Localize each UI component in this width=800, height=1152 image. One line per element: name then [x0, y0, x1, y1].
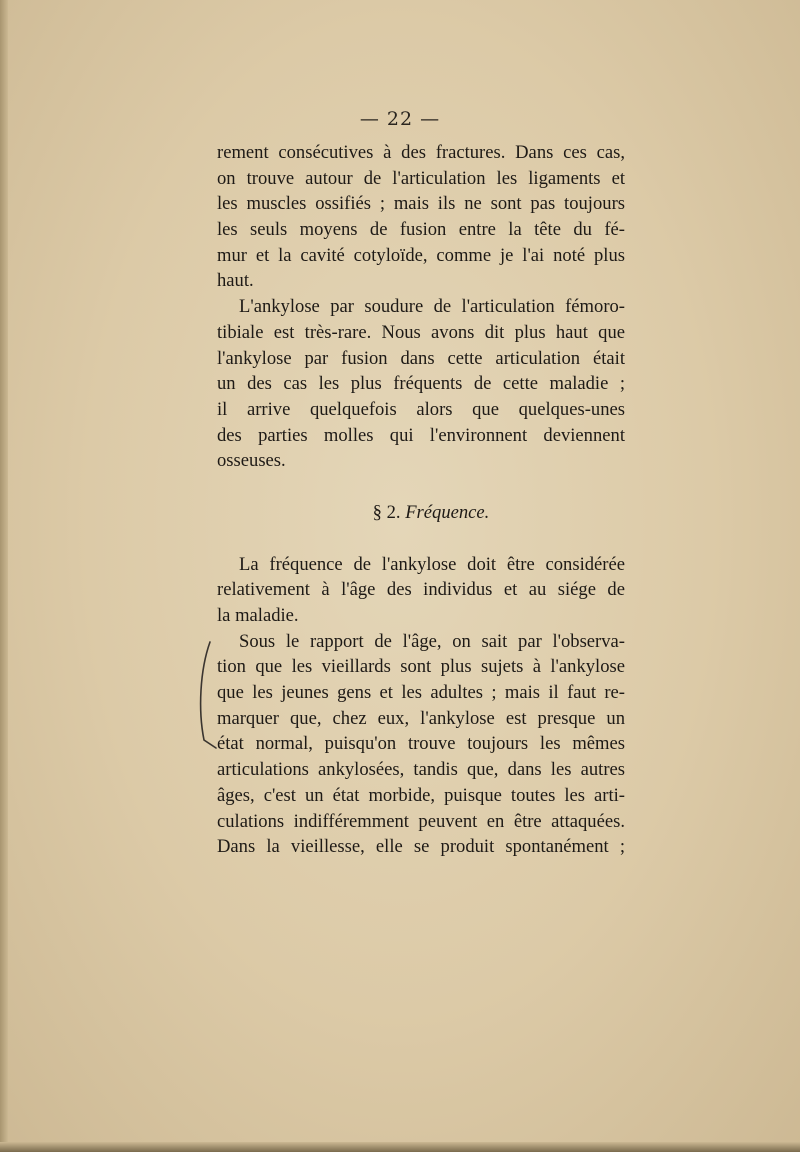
- text-line: que les jeunes gens et les adultes ; mais il faut re-: [217, 682, 625, 704]
- text-line: osseuses.: [217, 450, 286, 472]
- text-line: La fréquence de l'ankylose doit être considérée: [239, 553, 625, 575]
- text-line: un des cas les plus fréquents de cette maladie ;: [217, 373, 625, 395]
- text-line: L'ankylose par soudure de l'articulation fémoro-: [239, 296, 625, 318]
- section-symbol: § 2.: [372, 501, 401, 523]
- text-line: marquer que, chez eux, l'ankylose est presque un: [217, 707, 625, 729]
- text-line: mur et la cavité cotyloïde, comme je l'ai noté plus: [217, 244, 625, 266]
- text-line: il arrive quelquefois alors que quelques-unes: [217, 398, 625, 420]
- text-line: Dans la vieillesse, elle se produit spontanément ;: [217, 836, 625, 858]
- text-line: des parties molles qui l'environnent deviennent: [217, 424, 625, 446]
- section-title: Fréquence.: [405, 501, 490, 523]
- text-line: on trouve autour de l'articulation les ligaments et: [217, 167, 625, 189]
- text-line: haut.: [217, 270, 254, 292]
- text-line: rement consécutives à des fractures. Dans ces cas,: [217, 142, 625, 163]
- page-bottom-edge: [0, 1142, 800, 1152]
- text-line: la maladie.: [217, 605, 299, 626]
- section-heading: [217, 500, 625, 526]
- body-text: [217, 140, 625, 860]
- text-line: relativement à l'âge des individus et au siége de: [217, 579, 625, 601]
- text-line: les muscles ossifiés ; mais ils ne sont pas toujours: [217, 193, 625, 215]
- text-line: articulations ankylosées, tandis que, dans les autres: [217, 759, 625, 781]
- text-line: culations indifféremment peuvent en être attaquées.: [217, 810, 625, 832]
- text-line: âges, c'est un état morbide, puisque toutes les arti-: [217, 784, 625, 806]
- page-left-edge: [0, 0, 8, 1152]
- spacer: [217, 474, 625, 500]
- text-line: l'ankylose par fusion dans cette articulation était: [217, 347, 625, 369]
- page-number: — 22 —: [359, 108, 441, 130]
- text-line: les seuls moyens de fusion entre la tête du fé-: [217, 219, 625, 241]
- text-line: tion que les vieillards sont plus sujets à l'ankylose: [217, 656, 625, 678]
- text-line: état normal, puisqu'on trouve toujours les mêmes: [217, 733, 625, 755]
- spacer: [217, 526, 625, 552]
- text-line: Sous le rapport de l'âge, on sait par l'observa-: [239, 630, 625, 652]
- text-line: tibiale est très-rare. Nous avons dit plus haut que: [217, 321, 625, 343]
